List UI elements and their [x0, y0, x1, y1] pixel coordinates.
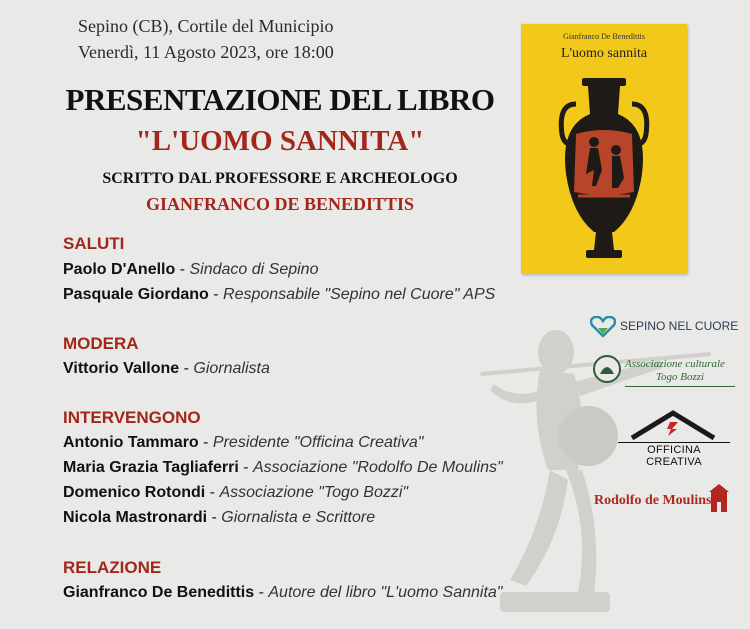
divider	[625, 386, 735, 387]
program-row: Domenico Rotondi - Associazione "Togo Bozzi"	[63, 484, 409, 501]
section-heading-intervengono: INTERVENGONO	[63, 408, 201, 427]
section-heading-saluti: SALUTI	[63, 234, 125, 253]
person-name: Antonio Tammaro	[63, 434, 199, 451]
person-name: Nicola Mastronardi	[63, 509, 208, 526]
event-location: Sepino (CB), Cortile del Municipio	[78, 16, 334, 36]
book-cover	[521, 24, 687, 274]
togo-bozzi-line1: Associazione culturale	[625, 358, 725, 370]
officina-creativa-label: OFFICINA CREATIVA	[618, 442, 730, 468]
person-role: Giornalista e Scrittore	[221, 509, 376, 526]
person-name: Maria Grazia Tagliaferri	[63, 459, 239, 476]
greek-amphora-icon	[554, 74, 654, 269]
person-role: Associazione "Rodolfo De Moulins"	[253, 459, 503, 476]
program-row: Vittorio Vallone - Giornalista	[63, 360, 270, 377]
program-row: Gianfranco De Benedittis - Autore del libro "L'uomo Sannita"	[63, 584, 503, 601]
written-by-line: SCRITTO DAL PROFESSORE E ARCHEOLOGO	[102, 170, 458, 187]
person-name: Paolo D'Anello	[63, 261, 176, 278]
person-role: Sindaco di Sepino	[189, 261, 319, 278]
person-role: Associazione "Togo Bozzi"	[219, 484, 409, 501]
person-name: Vittorio Vallone	[63, 360, 180, 377]
person-role: Presidente "Officina Creativa"	[212, 434, 424, 451]
author-name: GIANFRANCO DE BENEDITTIS	[145, 194, 415, 214]
officina-creativa-logo	[618, 410, 730, 466]
togo-bozzi-line2: Togo Bozzi	[655, 371, 705, 383]
section-heading-relazione: RELAZIONE	[63, 558, 162, 577]
person-name: Pasquale Giordano	[63, 286, 209, 303]
person-name: Gianfranco De Benedittis	[63, 584, 255, 601]
person-role: Giornalista	[193, 360, 270, 377]
book-title-heading: "L'UOMO SANNITA"	[135, 125, 425, 157]
section-heading-modera: MODERA	[63, 334, 139, 353]
program-row: Nicola Mastronardi - Giornalista e Scrittore	[63, 509, 376, 526]
togo-bozzi-logo	[592, 354, 742, 390]
roof-logo-icon	[628, 410, 718, 440]
sepino-nel-cuore-logo	[590, 314, 740, 342]
sepino-nel-cuore-label: SEPINO NEL CUORE	[620, 319, 739, 333]
person-role: Responsabile "Sepino nel Cuore" APS	[223, 286, 496, 303]
rodolfo-de-moulins-label: Rodolfo de Moulins	[594, 493, 712, 508]
page-title: PRESENTAZIONE DEL LIBRO	[65, 82, 495, 117]
castle-icon	[707, 484, 731, 514]
heart-logo-icon	[590, 316, 616, 338]
person-role: Autore del libro "L'uomo Sannita"	[268, 584, 503, 601]
program-row: Maria Grazia Tagliaferri - Associazione "Rodolfo De Moulins"	[63, 459, 503, 476]
person-name: Domenico Rotondi	[63, 484, 206, 501]
program-row: Antonio Tammaro - Presidente "Officina Creativa"	[63, 434, 424, 451]
program-row: Paolo D'Anello - Sindaco di Sepino	[63, 261, 319, 278]
book-cover-author: Gianfranco De Benedittis	[563, 32, 645, 41]
association-badge-icon	[592, 354, 622, 384]
book-cover-title: L'uomo sannita	[560, 46, 648, 61]
program-row: Pasquale Giordano - Responsabile "Sepino nel Cuore" APS	[63, 286, 496, 303]
event-datetime: Venerdì, 11 Agosto 2023, ore 18:00	[78, 42, 334, 62]
rodolfo-de-moulins-logo	[594, 484, 734, 516]
